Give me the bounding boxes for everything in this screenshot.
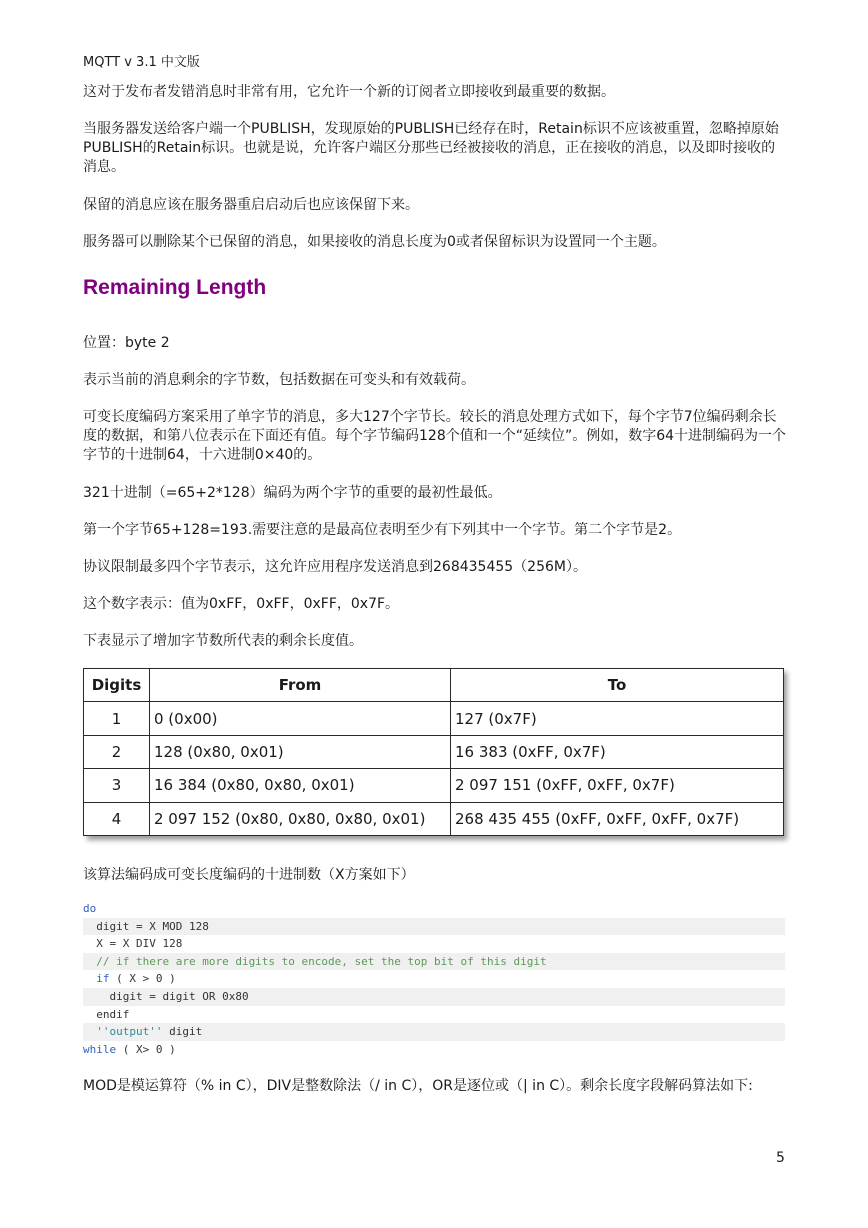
paragraph-remaining-desc: 表示当前的消息剩余的字节数，包括数据在可变头和有效载荷。 xyxy=(83,372,475,388)
cell-to: 268 435 455 (0xFF, 0xFF, 0xFF, 0x7F) xyxy=(451,802,784,835)
column-header-digits: Digits xyxy=(84,669,150,702)
table-row xyxy=(84,802,784,835)
cell-digits: 1 xyxy=(84,702,150,735)
code-line: endif xyxy=(83,1007,130,1021)
remaining-length-table xyxy=(83,668,783,836)
paragraph-retain-persist: 保留的消息应该在服务器重启启动后也应该保留下来。 xyxy=(83,197,419,213)
code-line xyxy=(83,1041,785,1059)
code-line xyxy=(83,1023,785,1041)
cell-to: 2 097 151 (0xFF, 0xFF, 0x7F) xyxy=(451,769,784,802)
code-line: X = X DIV 128 xyxy=(83,937,183,951)
code-keyword: if xyxy=(96,972,110,986)
paragraph-retain-use: 这对于发布者发错消息时非常有用，它允许一个新的订阅者立即接收到最重要的数据。 xyxy=(83,84,615,100)
table-header-row xyxy=(84,669,784,702)
code-line xyxy=(83,900,785,918)
cell-digits: 4 xyxy=(84,802,150,835)
paragraph-position: 位置：byte 2 xyxy=(83,335,170,351)
column-header-from: From xyxy=(150,669,451,702)
code-comment: // if there are more digits to encode, set the top bit of this digit xyxy=(83,954,547,968)
code-text: ( X> 0 ) xyxy=(116,1042,176,1056)
code-line xyxy=(83,953,785,971)
paragraph-max-value: 这个数字表示：值为0xFF，0xFF，0xFF，0x7F。 xyxy=(83,596,400,612)
cell-to: 16 383 (0xFF, 0x7F) xyxy=(451,735,784,768)
code-line: digit = digit OR 0x80 xyxy=(83,988,785,1006)
cell-digits: 2 xyxy=(84,735,150,768)
code-line: digit = X MOD 128 xyxy=(83,918,785,936)
code-line xyxy=(83,970,785,988)
code-text: ( X > 0 ) xyxy=(109,972,176,986)
code-string: ''output'' xyxy=(96,1025,163,1039)
cell-from: 0 (0x00) xyxy=(150,702,451,735)
paragraph-algorithm-intro: 该算法编码成可变长度编码的十进制数（X方案如下） xyxy=(83,867,415,883)
paragraph-retain-delete: 服务器可以删除某个已保留的消息，如果接收的消息长度为0或者保留标识为设置同一个主题。 xyxy=(83,234,666,250)
running-header: MQTT v 3.1 中文版 xyxy=(83,55,200,70)
cell-from: 128 (0x80, 0x01) xyxy=(150,735,451,768)
paragraph-table-intro: 下表显示了增加字节数所代表的剩余长度值。 xyxy=(83,633,363,649)
section-heading: Remaining Length xyxy=(83,276,267,299)
column-header-to: To xyxy=(451,669,784,702)
code-block xyxy=(83,900,785,1058)
cell-from: 16 384 (0x80, 0x80, 0x01) xyxy=(150,769,451,802)
page-number: 5 xyxy=(776,1150,785,1166)
paragraph-encoding-scheme: 可变长度编码方案采用了单字节的消息，多大127个字节长。较长的消息处理方式如下，每个字节7位编码剩余长度的数据，和第八位表示在下面还有值。每个字节编码128个值和一个“延续位”。例如，数字64十进制编码为一个字节的十进制64，十六进制0×40的。 xyxy=(83,409,787,463)
paragraph-operators: MOD是模运算符（% in C），DIV是整数除法（/ in C），OR是逐位或（| in C）。剩余长度字段解码算法如下: xyxy=(83,1078,753,1094)
paragraph-retain-flag: 当服务器发送给客户端一个PUBLISH，发现原始的PUBLISH已经存在时，Retain标识不应该被重置，忽略掉原始PUBLISH的Retain标识。也就是说，允许客户端区分那些已经被接收的消息，正在接收的消息，以及即时接收的消息。 xyxy=(83,121,779,175)
paragraph-first-byte: 第一个字节65+128=193.需要注意的是最高位表明至少有下列其中一个字节。第二个字节是2。 xyxy=(83,522,682,538)
remaining-length-table-grid xyxy=(83,668,784,836)
cell-to: 127 (0x7F) xyxy=(451,702,784,735)
cell-digits: 3 xyxy=(84,769,150,802)
table-row xyxy=(84,769,784,802)
cell-from: 2 097 152 (0x80, 0x80, 0x80, 0x01) xyxy=(150,802,451,835)
paragraph-example-321: 321十进制（=65+2*128）编码为两个字节的重要的最初性最低。 xyxy=(83,485,502,501)
paragraph-protocol-limit: 协议限制最多四个字节表示，这允许应用程序发送消息到268435455（256M）。 xyxy=(83,559,587,575)
table-row xyxy=(84,702,784,735)
code-keyword: do xyxy=(83,902,97,915)
code-text: digit xyxy=(162,1025,203,1039)
table-row xyxy=(84,735,784,768)
code-keyword: while xyxy=(83,1042,117,1056)
